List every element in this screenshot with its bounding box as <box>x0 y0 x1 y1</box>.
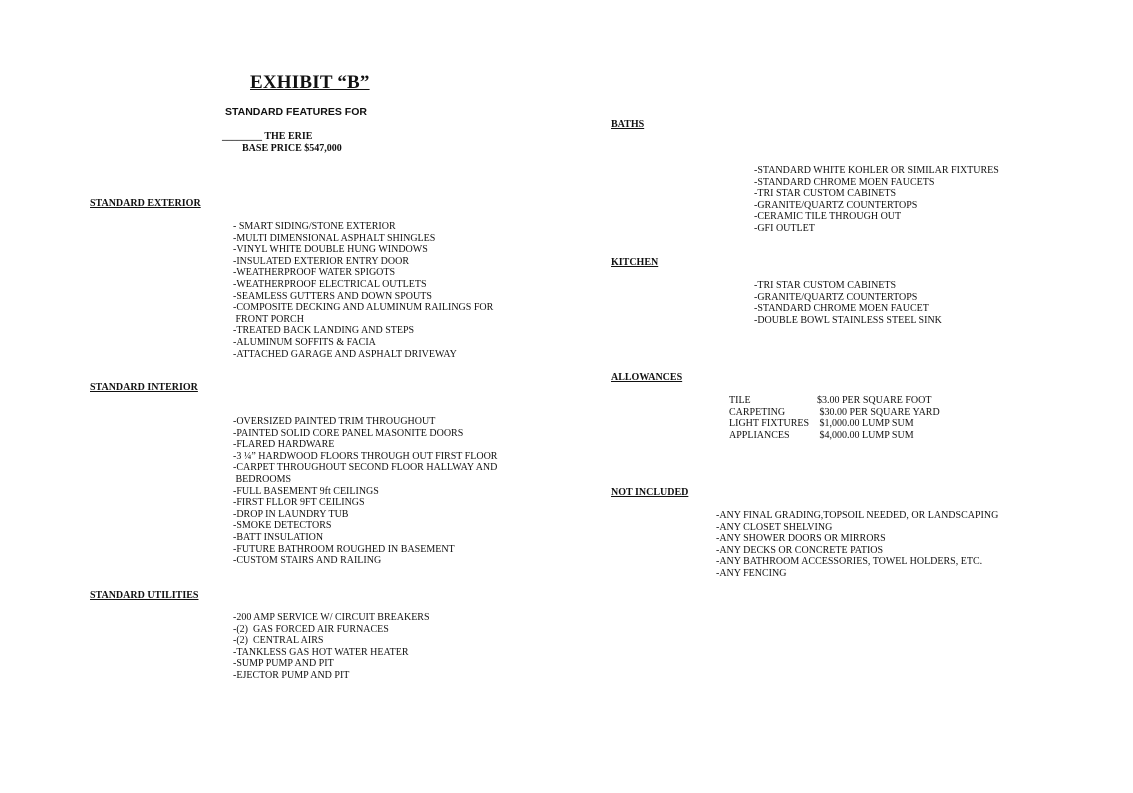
list-item: -ANY FENCING <box>716 567 787 579</box>
list-item: -VINYL WHITE DOUBLE HUNG WINDOWS <box>233 244 428 256</box>
list-item: -ANY DECKS OR CONCRETE PATIOS <box>716 544 884 556</box>
list-item: -TRI STAR CUSTOM CABINETS <box>754 280 897 291</box>
list-item: -ALUMINUM SOFFITS & FACIA <box>233 336 376 348</box>
list-item: -TREATED BACK LANDING AND STEPS <box>233 325 415 337</box>
list-item: -ANY BATHROOM ACCESSORIES, TOWEL HOLDERS, ETC. <box>716 556 983 568</box>
list-item: -ANY CLOSET SHELVING <box>716 521 833 533</box>
list-item: -STANDARD CHROME MOEN FAUCETS <box>754 176 935 188</box>
list-item: -(2) CENTRAL AIRS <box>233 635 324 647</box>
allowance-label: APPLIANCES <box>729 429 790 441</box>
kitchen-list <box>754 280 942 326</box>
allowance-row <box>729 430 940 442</box>
model-blank: ________ <box>222 131 262 142</box>
list-item: -DROP IN LAUNDRY TUB <box>233 508 349 520</box>
list-item: -WEATHERPROOF ELECTRICAL OUTLETS <box>233 278 427 290</box>
base-price: BASE PRICE $547,000 <box>242 143 342 154</box>
list-item: -INSULATED EXTERIOR ENTRY DOOR <box>233 255 410 267</box>
list-item: BEDROOMS <box>233 473 292 485</box>
allowance-value: $1,000.00 LUMP SUM <box>817 418 914 430</box>
list-item: -GRANITE/QUARTZ COUNTERTOPS <box>754 291 918 303</box>
list-item: -GFI OUTLET <box>754 222 815 234</box>
allowance-value: $30.00 PER SQUARE YARD <box>817 406 940 418</box>
model-line <box>222 131 312 142</box>
list-item: -FIRST FLLOR 9FT CEILINGS <box>233 497 365 509</box>
list-item: -PAINTED SOLID CORE PANEL MASONITE DOORS <box>233 427 464 439</box>
list-item: -ANY FINAL GRADING,TOPSOIL NEEDED, OR LANDSCAPING <box>716 510 999 521</box>
list-item: -WEATHERPROOF WATER SPIGOTS <box>233 267 396 279</box>
list-item: -CUSTOM STAIRS AND RAILING <box>233 555 382 567</box>
list-item: -FLARED HARDWARE <box>233 439 335 451</box>
list-item: -3 ¼” HARDWOOD FLOORS THROUGH OUT FIRST FLOOR <box>233 450 498 462</box>
model-name: THE ERIE <box>262 131 313 142</box>
list-item: -COMPOSITE DECKING AND ALUMINUM RAILINGS FOR <box>233 302 494 314</box>
list-item: -TRI STAR CUSTOM CABINETS <box>754 188 897 200</box>
list-item: -ATTACHED GARAGE AND ASPHALT DRIVEWAY <box>233 348 457 360</box>
baths-heading: BATHS <box>611 119 645 130</box>
list-item: -SUMP PUMP AND PIT <box>233 658 334 670</box>
baths-list <box>754 165 999 235</box>
allowance-label: CARPETING <box>729 406 786 418</box>
standard-utilities-heading: STANDARD UTILITIES <box>90 590 199 601</box>
list-item: -BATT INSULATION <box>233 531 324 543</box>
standard-exterior-heading: STANDARD EXTERIOR <box>90 198 201 209</box>
allowances-heading: ALLOWANCES <box>611 372 683 383</box>
list-item: -FULL BASEMENT 9ft CEILINGS <box>233 485 379 497</box>
allowance-row <box>729 395 940 407</box>
list-item: -CARPET THROUGHOUT SECOND FLOOR HALLWAY AND <box>233 462 498 474</box>
list-item: -OVERSIZED PAINTED TRIM THROUGHOUT <box>233 416 436 427</box>
allowance-value: $4,000.00 LUMP SUM <box>817 429 914 441</box>
allowance-label: TILE <box>729 395 751 406</box>
allowance-label: LIGHT FIXTURES <box>729 418 810 430</box>
allowance-value: $3.00 PER SQUARE FOOT <box>817 395 932 406</box>
not-included-heading: NOT INCLUDED <box>611 487 689 498</box>
allowances-table <box>729 395 940 441</box>
not-included-list <box>716 510 998 580</box>
kitchen-heading: KITCHEN <box>611 257 659 268</box>
list-item: -DOUBLE BOWL STAINLESS STEEL SINK <box>754 314 942 326</box>
list-item: -FUTURE BATHROOM ROUGHED IN BASEMENT <box>233 543 455 555</box>
list-item: -200 AMP SERVICE W/ CIRCUIT BREAKERS <box>233 612 430 623</box>
list-item: FRONT PORCH <box>233 313 304 325</box>
standard-utilities-list <box>233 612 430 682</box>
list-item: -SMOKE DETECTORS <box>233 520 332 532</box>
list-item: -CERAMIC TILE THROUGH OUT <box>754 211 902 223</box>
list-item: -EJECTOR PUMP AND PIT <box>233 669 350 681</box>
standard-interior-list <box>233 416 497 567</box>
list-item: -SEAMLESS GUTTERS AND DOWN SPOUTS <box>233 290 432 302</box>
page-title: EXHIBIT “B” <box>250 72 370 93</box>
list-item: - SMART SIDING/STONE EXTERIOR <box>233 221 396 232</box>
list-item: -ANY SHOWER DOORS OR MIRRORS <box>716 533 886 545</box>
list-item: -MULTI DIMENSIONAL ASPHALT SHINGLES <box>233 232 436 244</box>
list-item: -GRANITE/QUARTZ COUNTERTOPS <box>754 199 918 211</box>
list-item: -TANKLESS GAS HOT WATER HEATER <box>233 646 409 658</box>
list-item: -STANDARD CHROME MOEN FAUCET <box>754 303 929 315</box>
standard-exterior-list <box>233 221 493 360</box>
standard-interior-heading: STANDARD INTERIOR <box>90 382 198 393</box>
allowance-row <box>729 407 940 419</box>
list-item: -(2) GAS FORCED AIR FURNACES <box>233 623 389 635</box>
allowance-row <box>729 418 940 430</box>
page-subtitle: STANDARD FEATURES FOR <box>225 106 367 118</box>
list-item: -STANDARD WHITE KOHLER OR SIMILAR FIXTURES <box>754 165 999 176</box>
